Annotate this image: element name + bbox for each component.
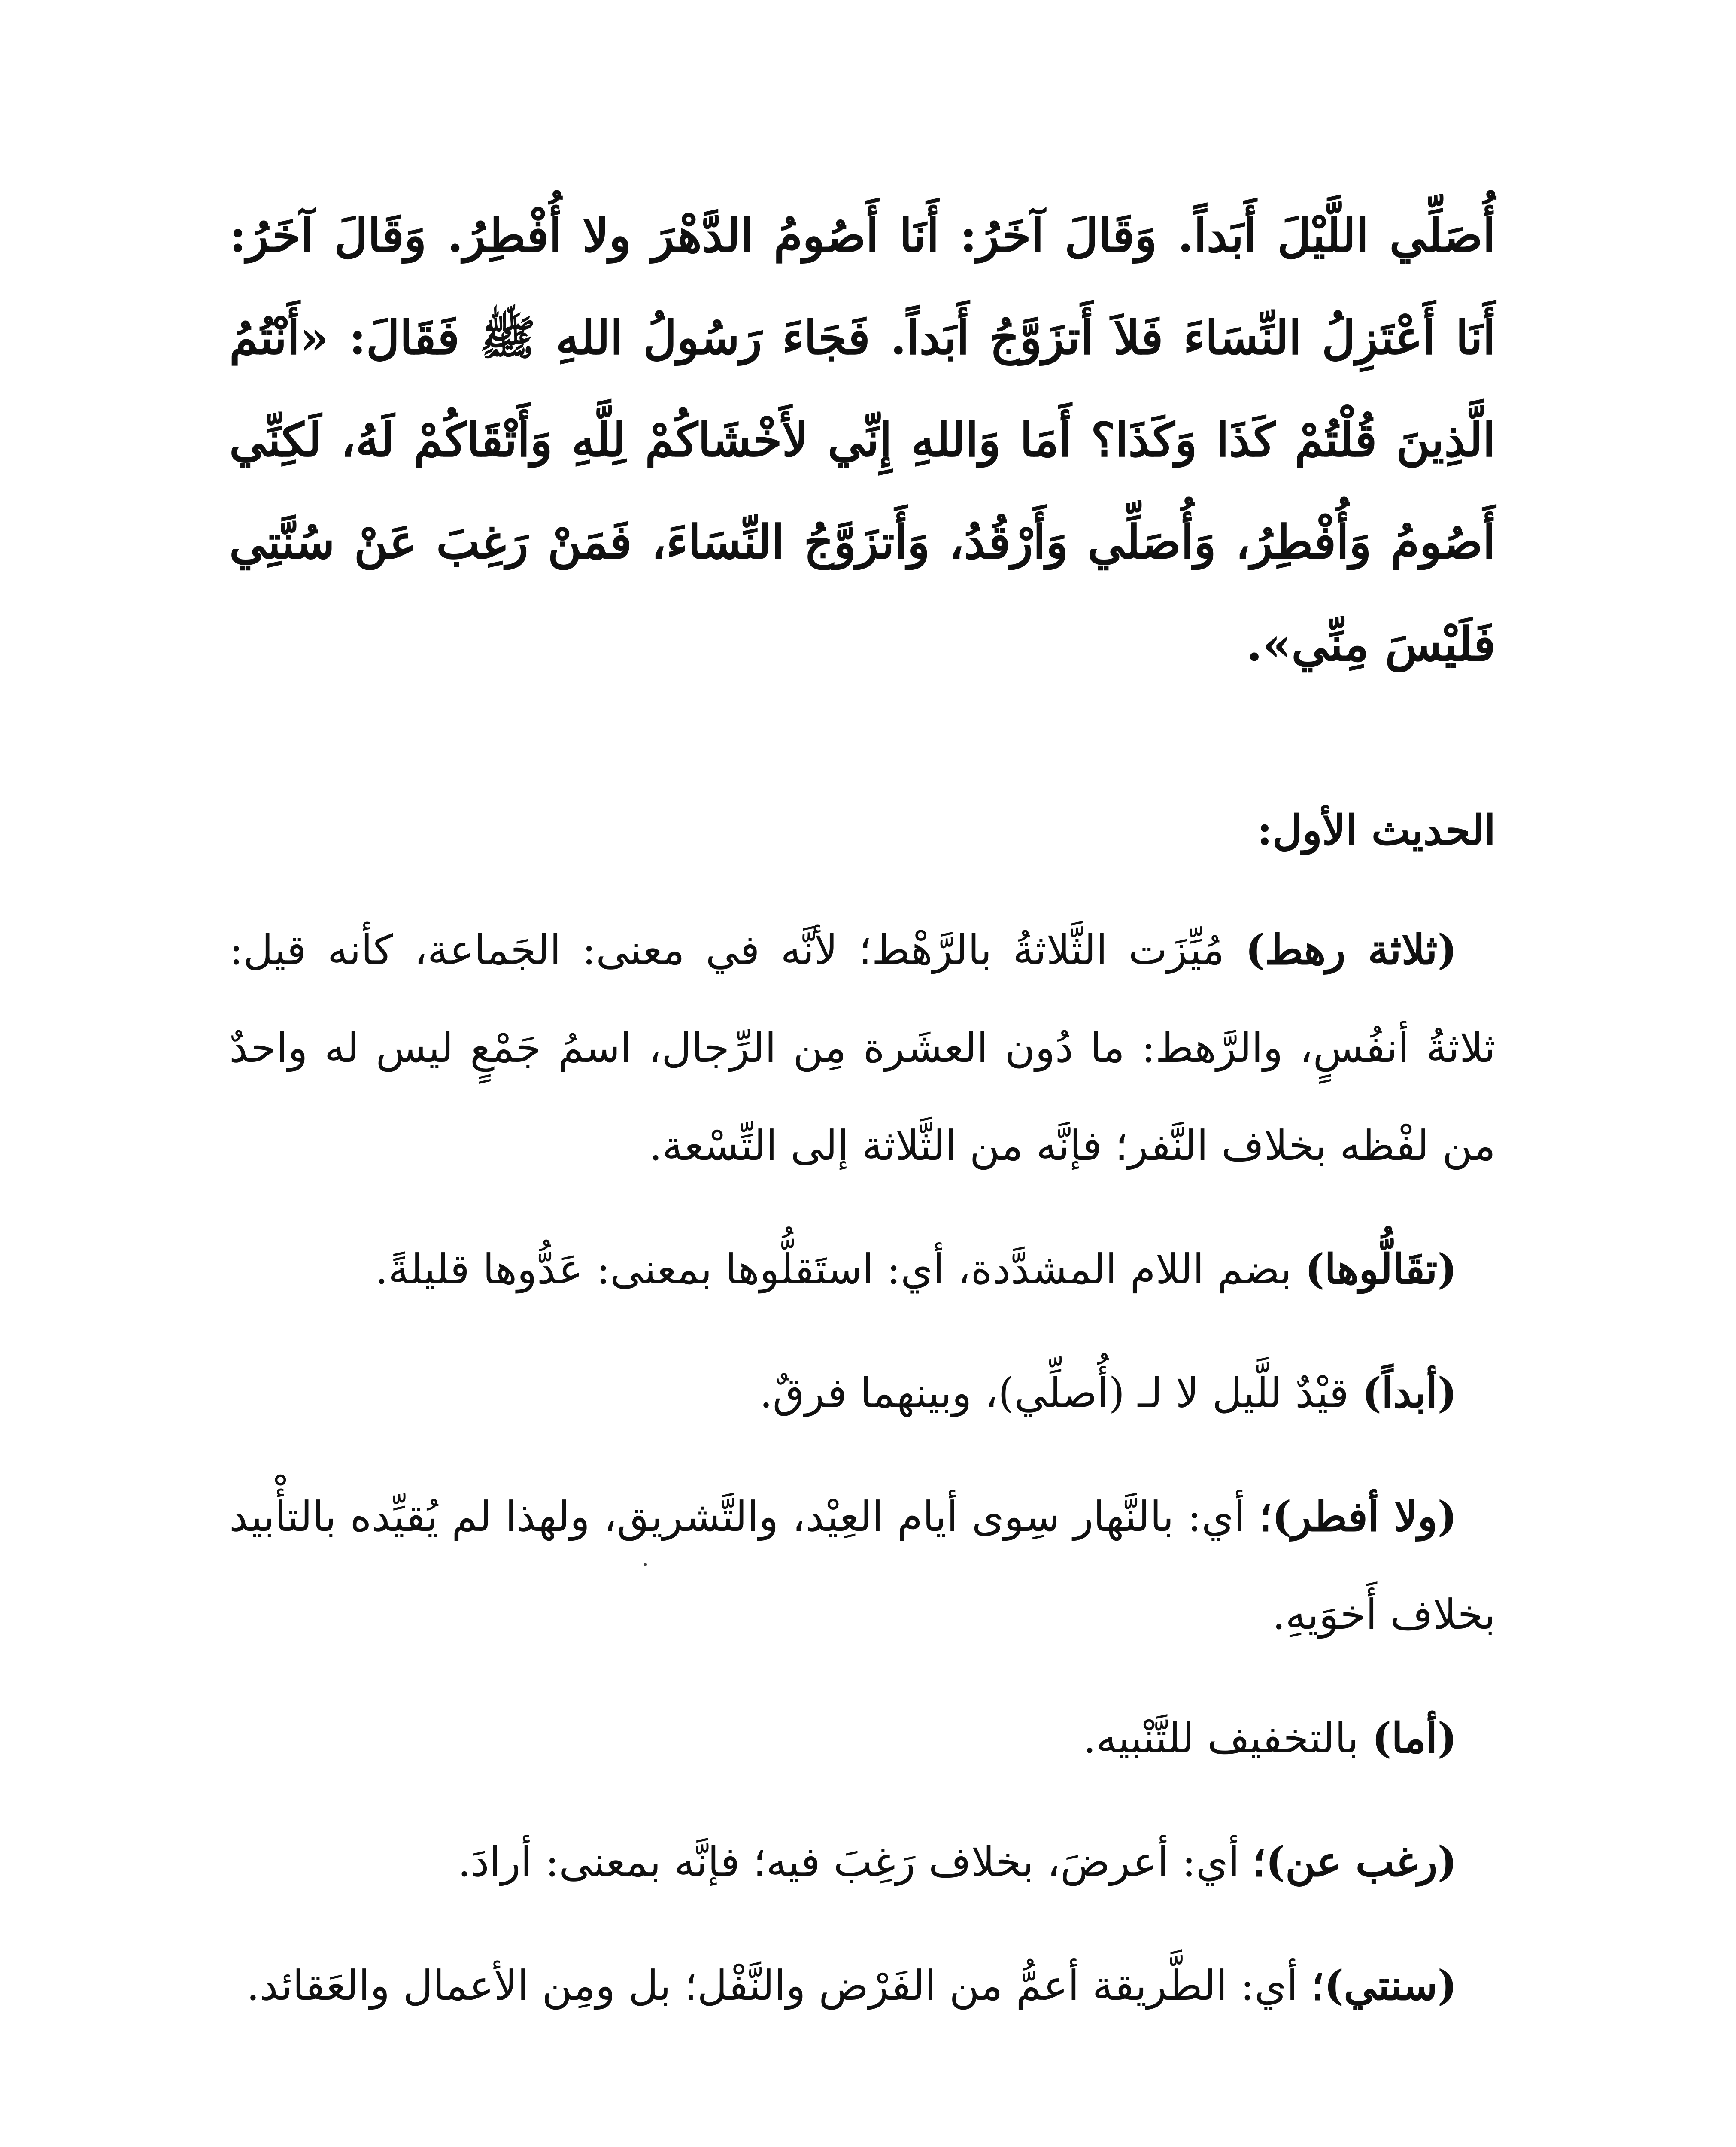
commentary-paragraph xyxy=(229,1220,1496,1318)
explanation-text: أي: بالنَّهار سِوى أيام العِيْد، والتَّشريق، ولهذا لم يُقيِّده بالتأْبيد بخلاف أَخوَيهِ. xyxy=(229,1493,1496,1639)
explained-term: (رغب عن)؛ xyxy=(1253,1837,1457,1886)
commentary-paragraph xyxy=(229,901,1496,1195)
explanation-text: بالتخفيف للتَّنْبيه. xyxy=(1083,1714,1372,1762)
commentary-paragraph xyxy=(229,1813,1496,1911)
scan-speck xyxy=(644,1563,647,1566)
explained-term: (أما) xyxy=(1372,1714,1457,1762)
explained-term: (أبداً) xyxy=(1362,1368,1457,1417)
explained-term: (ثلاثة رهط) xyxy=(1245,925,1457,974)
commentary-paragraph xyxy=(229,1937,1496,2034)
hadith-text xyxy=(229,185,1496,721)
commentary-paragraph xyxy=(229,1689,1496,1787)
commentary-paragraph xyxy=(229,1344,1496,1442)
explanation-text: بضم اللام المشدَّدة، أي: استَقلُّوها بمعنى: عَدُّوها قليلةً. xyxy=(375,1245,1305,1293)
explained-term: (سنتي)؛ xyxy=(1311,1961,1457,2010)
commentary-section xyxy=(229,782,1496,2060)
explanation-text: قيْدٌ للَّيل لا لـ (أُصلِّي)، وبينهما فرقٌ. xyxy=(759,1369,1362,1417)
explained-term: (تقَالُّوها) xyxy=(1305,1245,1457,1293)
explanation-text: أي: أعرضَ، بخلاف رَغِبَ فيه؛ فإنَّه بمعنى: أرادَ. xyxy=(458,1838,1253,1886)
section-heading: الحديث الأول: xyxy=(1257,806,1496,855)
explanation-text: مُيِّزَت الثَّلاثةُ بالرَّهْط؛ لأنَّه في معنى: الجَماعة، كأنه قيل: ثلاثةُ أنفُسٍ، والرَّهط: ما دُون العشَرة مِن الرِّجال، اسمُ جَمْعٍ ليس له واحدٌ من لفْظه بخلاف النَّفر؛ فإنَّه من الثَّلاثة إلى التِّسْعة. xyxy=(229,926,1496,1170)
commentary-paragraph xyxy=(229,1468,1496,1663)
explanation-text: أي: الطَّريقة أعمُّ من الفَرْض والنَّفْل؛ بل ومِن الأعمال والعَقائد. xyxy=(246,1961,1311,2010)
explained-term: (ولا أفطر)؛ xyxy=(1259,1492,1457,1541)
hadith-paragraph: أُصَلِّي اللَّيْلَ أَبَداً. وَقَالَ آخَرُ: أَنَا أَصُومُ الدَّهْرَ ولا أُفْطِرُ. وَقَالَ آخَرُ: أَنَا أَعْتَزِلُ النِّسَاءَ فَلاَ أَتزَوَّجُ أَبَداً. فَجَاءَ رَسُولُ اللهِ ﷺ فَقَالَ: «أَنْتُمُ الَّذِينَ قُلْتُمْ كَذَا وَكَذَا؟ أَمَا وَاللهِ إِنِّي لأَخْشَاكُمْ لِلَّهِ وَأَتْقَاكُمْ لَهُ، لَكِنِّي أَصُومُ وَأُفْطِرُ، وَأُصَلِّي وَأَرْقُدُ، وَأَتزَوَّجُ النِّسَاءَ، فَمَنْ رَغِبَ عَنْ سُنَّتِي فَلَيْسَ مِنِّي». xyxy=(229,209,1496,672)
